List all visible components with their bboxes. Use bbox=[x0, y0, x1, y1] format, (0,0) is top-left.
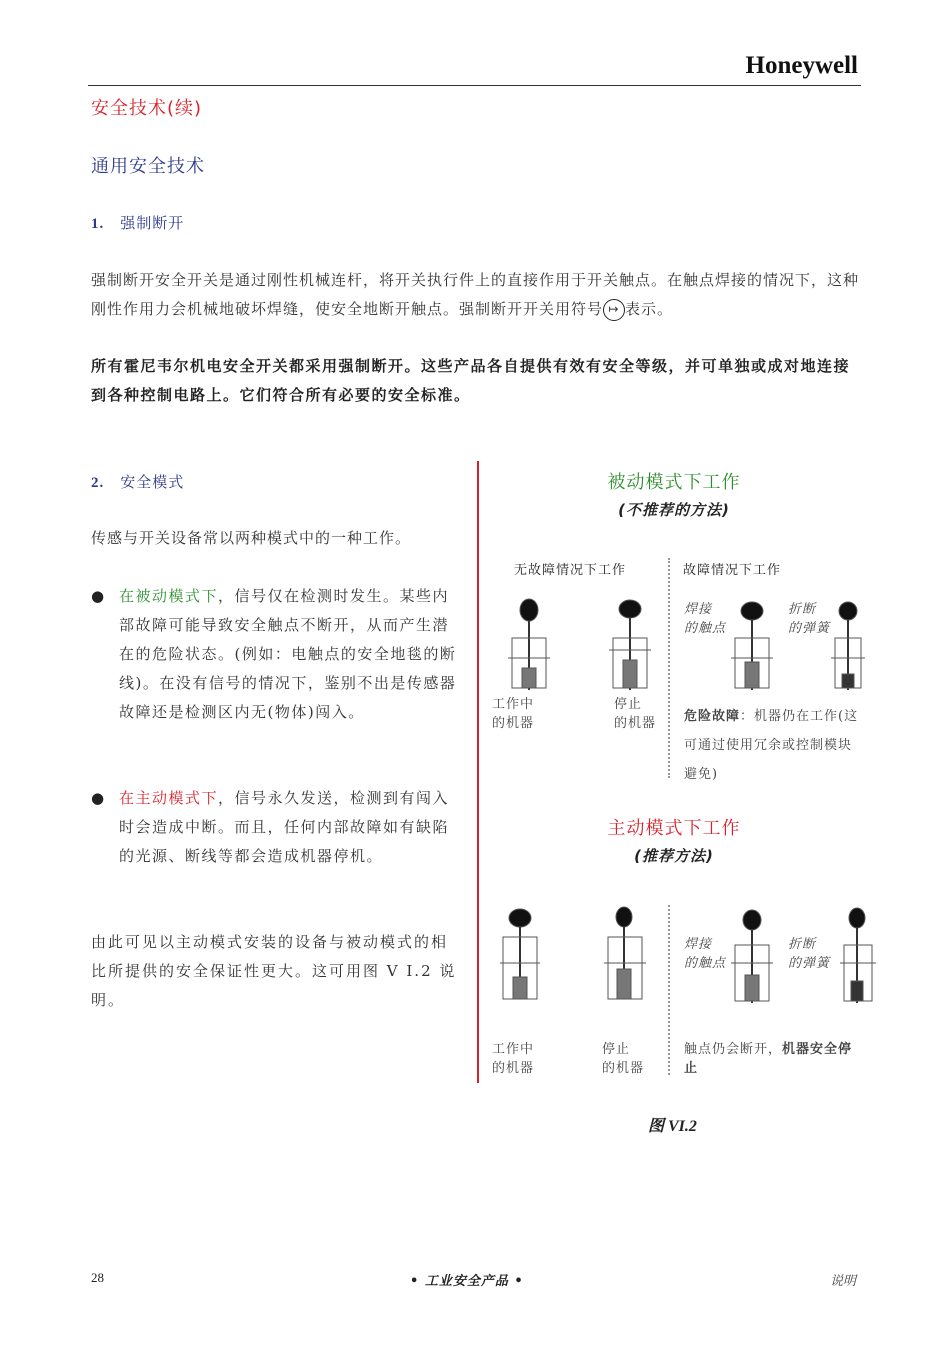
stopped-label: 停止 的机器 bbox=[614, 697, 657, 731]
running-label-active: 工作中 的机器 bbox=[492, 1042, 535, 1076]
honeywell-statement: 所有霍尼韦尔机电安全开关都采用强制断开。这些产品各自提供有效有安全等级，并可单独或成对地连接到各种控制电路上。它们符合所有必要的安全标准。 bbox=[91, 357, 851, 404]
switch-active-stopped bbox=[604, 907, 646, 999]
stopped-label-active: 停止 的机器 bbox=[602, 1042, 645, 1076]
bullet-active-mode bbox=[91, 784, 457, 871]
active-mode-text: ，信号永久发送，检测到有闯入时会造成中断。而且，任何内部故障如有缺陷的光源、断线等都会造成机器停机。 bbox=[119, 789, 450, 865]
switch-normal-stopped bbox=[609, 600, 651, 690]
col-fault-label: 故障情况下工作 bbox=[683, 563, 782, 578]
switch-normal-running bbox=[508, 599, 550, 690]
heading-safety-mode bbox=[91, 471, 184, 492]
column-divider bbox=[477, 461, 479, 1083]
switch-active-welded bbox=[731, 910, 773, 1003]
page-number: 28 bbox=[91, 1270, 104, 1285]
paragraph-text: 强制断开安全开关是通过刚性机械连杆，将开关执行件上的直接作用于开关触点。在触点焊接的情况下，这种刚性作用力会机械地破坏焊缝，使安全地断开触点。强制断开开关用符号 bbox=[91, 271, 860, 318]
switch-fault-spring bbox=[831, 602, 865, 690]
active-result-bold: 机器安全停止 bbox=[684, 1042, 853, 1076]
bullet-passive-mode bbox=[91, 582, 457, 727]
passive-mode-subtitle: (不推荐的方法) bbox=[618, 501, 730, 519]
danger-fault-lead: 危险故障 bbox=[684, 709, 741, 724]
running-label: 工作中 的机器 bbox=[492, 697, 535, 731]
passive-mode-title: 被动模式下工作 bbox=[607, 472, 741, 493]
heading-text: 安全模式 bbox=[120, 473, 185, 491]
heading-forced-break bbox=[91, 212, 184, 233]
passive-mode-lead: 在被动模式下 bbox=[119, 587, 219, 605]
brand-logo: Honeywell bbox=[745, 52, 858, 79]
footer-right: 说明 bbox=[830, 1274, 857, 1289]
col-normal-label: 无故障情况下工作 bbox=[514, 563, 627, 578]
active-result-text: 触点仍会断开， bbox=[684, 1042, 783, 1057]
danger-fault-text: ：机器仍在工作(这可通过使用冗余或控制模块避免) bbox=[684, 709, 859, 782]
switch-active-spring bbox=[840, 908, 876, 1003]
section-title: 安全技术(续) bbox=[91, 98, 203, 119]
spring-label-active: 折断 的弹簧 bbox=[788, 937, 831, 971]
conclusion-paragraph: 由此可见以主动模式安装的设备与被动模式的相比所提供的安全保证性更大。这可用图 V I.2 说明。 bbox=[91, 933, 457, 1009]
bullet-icon: ● bbox=[91, 587, 105, 605]
figure-caption: 图 VI.2 bbox=[648, 1118, 697, 1135]
switch-fault-welded bbox=[731, 602, 773, 690]
active-result-note bbox=[684, 1040, 864, 1078]
safety-mode-intro: 传感与开关设备常以两种模式中的一种工作。 bbox=[91, 529, 412, 547]
spring-label: 折断 的弹簧 bbox=[788, 602, 831, 636]
weld-label-active: 焊接 的触点 bbox=[684, 937, 727, 971]
active-mode-lead: 在主动模式下 bbox=[119, 789, 219, 807]
forced-break-symbol-icon: ↦ bbox=[603, 299, 625, 321]
paragraph-text-end: 表示。 bbox=[625, 300, 674, 318]
footer-center: • 工业安全产品 • bbox=[410, 1274, 524, 1289]
passive-mode-text: ，信号仅在检测时发生。某些内部故障可能导致安全触点不断开，从而产生潜在的危险状态。(例如：电触点的安全地毯的断线)。在没有信号的情况下，鉴别不出是传感器故障还是检测区内无(物体)闯入。 bbox=[119, 587, 457, 721]
heading-text: 强制断开 bbox=[120, 214, 185, 232]
weld-label: 焊接 的触点 bbox=[684, 602, 727, 636]
active-mode-title: 主动模式下工作 bbox=[607, 818, 741, 839]
active-mode-subtitle: (推荐方法) bbox=[634, 847, 714, 865]
switch-active-running bbox=[500, 909, 540, 999]
passive-fault-note bbox=[684, 702, 862, 789]
forced-break-paragraph bbox=[91, 266, 861, 324]
sub-title: 通用安全技术 bbox=[91, 156, 205, 177]
heading-number: 1. bbox=[91, 216, 105, 232]
header-rule bbox=[88, 85, 861, 86]
bullet-icon: ● bbox=[91, 789, 105, 807]
heading-number: 2. bbox=[91, 475, 105, 491]
